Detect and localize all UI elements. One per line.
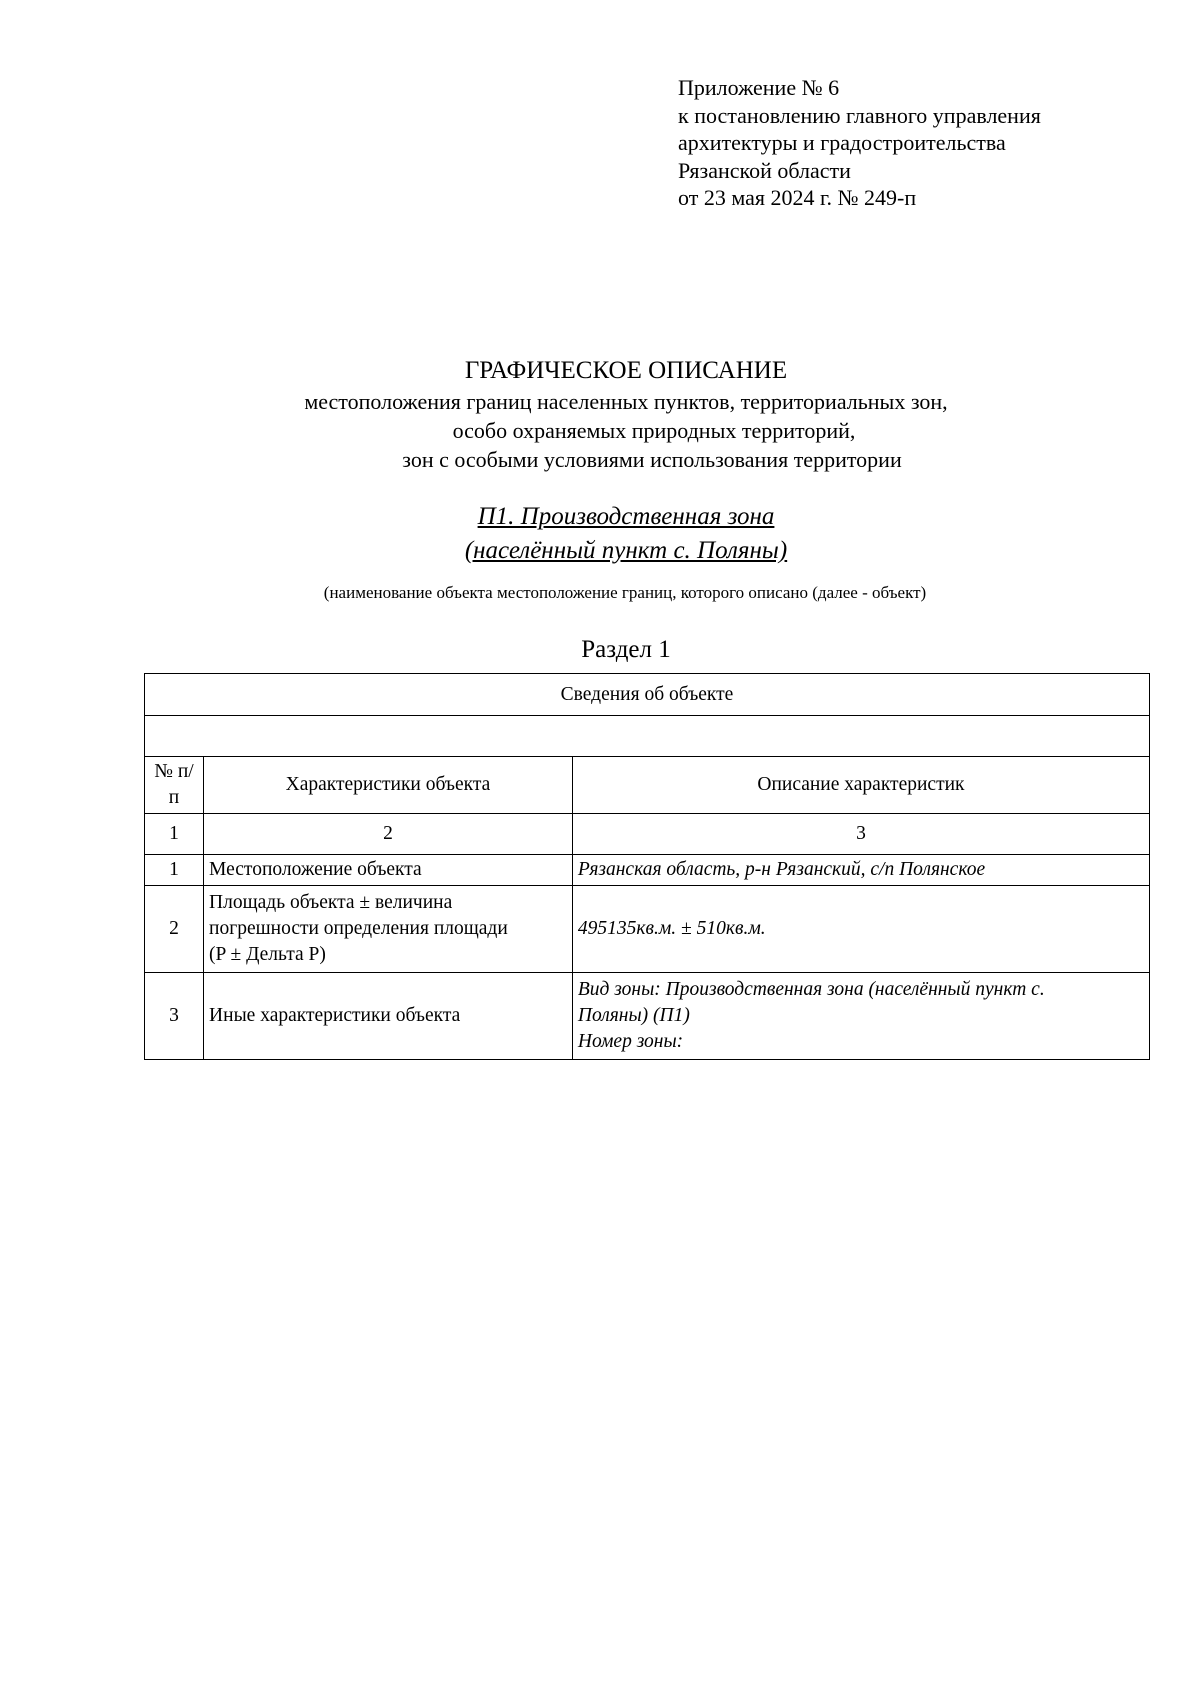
table-title-row [145,674,1150,716]
appendix-line: Рязанской области [678,157,851,183]
document-subtitle-line: особо охраняемых природных территорий, [452,418,856,443]
table-header-row [145,757,1150,814]
row-num: 2 [145,886,204,973]
document-title-block [0,355,1200,474]
object-caption-text: (наименование объекта местоположение границ, которого описано (далее - объект) [323,583,927,602]
appendix-line: от 23 мая 2024 г. № 249-п [678,185,917,210]
row-description [572,973,1149,1060]
row-characteristic: Иные характеристики объекта [204,973,573,1060]
table-empty-row [145,716,1150,757]
header-description: Описание характеристик [572,757,1149,814]
header-num: № п/п [145,757,204,814]
object-caption [0,582,1200,604]
column-number: 2 [204,814,573,855]
object-name-line: (населённый пункт с. Поляны) [464,537,788,564]
header-characteristic: Характеристики объекта [204,757,573,814]
appendix-line: к постановлению главного управления [678,102,1041,128]
column-number: 3 [572,814,1149,855]
table-row [145,973,1150,1060]
section-title [0,634,1200,666]
column-number: 1 [145,814,204,855]
object-name [0,500,1200,568]
row-description: Рязанская область, р-н Рязанский, с/п Полянское [572,855,1149,886]
document-subtitle-line: зон с особыми условиями использования территории [402,447,902,472]
table-empty-cell [145,716,1150,757]
section-title-text: Раздел 1 [581,636,671,663]
row-description-line: Поляны) (П1) [577,1005,690,1026]
table-column-numbers-row [145,814,1150,855]
object-info-table [144,673,1150,1060]
row-description-line: Вид зоны: Производственная зона (населённый пункт с. [577,979,1045,1000]
appendix-header [678,74,1041,212]
row-description-line: Номер зоны: [577,1031,684,1052]
table-title: Сведения об объекте [145,674,1150,716]
document-title: ГРАФИЧЕСКОЕ ОПИСАНИЕ [464,357,788,384]
row-characteristic: Местоположение объекта [204,855,573,886]
appendix-line: Приложение № 6 [678,75,840,100]
appendix-line: архитектуры и градостроительства [678,130,1006,155]
row-num: 1 [145,855,204,886]
table-row [145,855,1150,886]
row-description: 495135кв.м. ± 510кв.м. [572,886,1149,973]
document-subtitle-line: местоположения границ населенных пунктов, территориальных зон, [304,389,948,414]
row-characteristic-line: (P ± Дельта P) [209,944,326,965]
row-characteristic [204,886,573,973]
row-characteristic-line: погрешности определения площади [209,918,508,939]
row-characteristic-line: Площадь объекта ± величина [209,892,453,913]
object-name-line: П1. Производственная зона [477,503,775,530]
row-num: 3 [145,973,204,1060]
table-row [145,886,1150,973]
